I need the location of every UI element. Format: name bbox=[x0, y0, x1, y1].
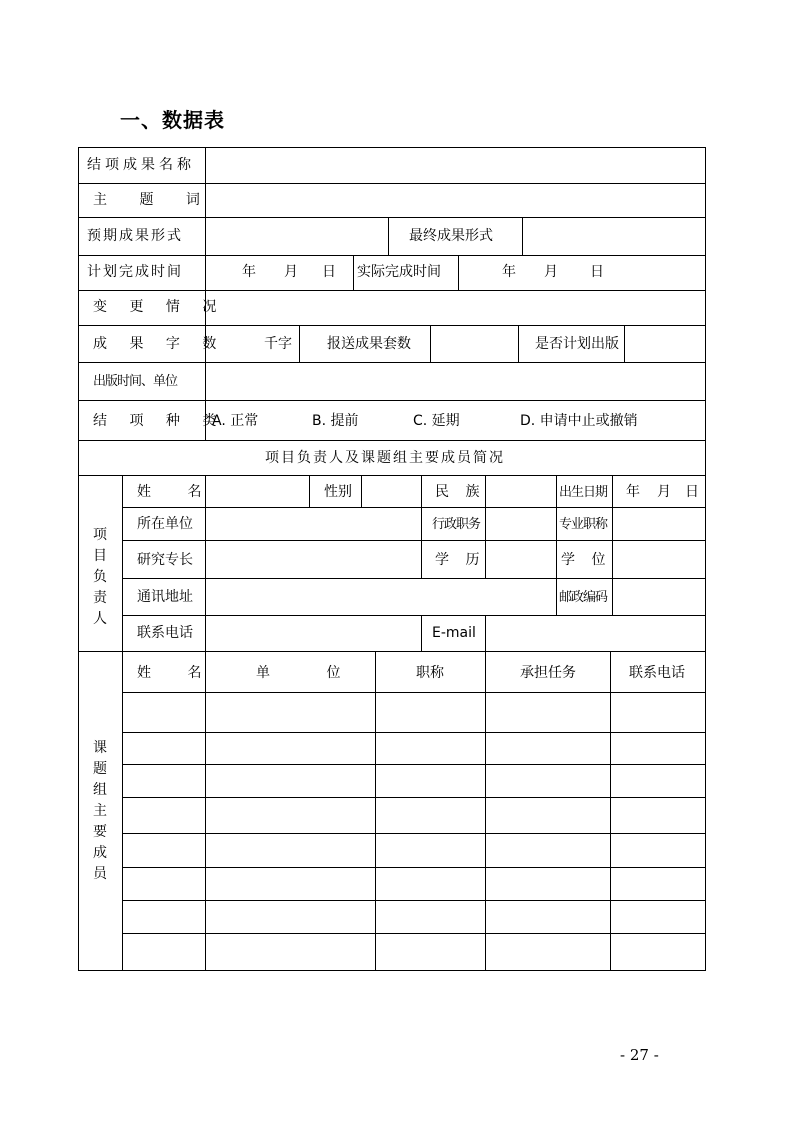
label-type: 结 项 种 类 bbox=[93, 413, 226, 429]
leader-name-field[interactable] bbox=[206, 476, 309, 507]
phone-field[interactable] bbox=[206, 616, 421, 651]
title-label: 专业职称 bbox=[559, 517, 608, 532]
plan-month-label: 月 bbox=[284, 264, 298, 280]
specialty-label: 研究专长 bbox=[137, 552, 193, 568]
publish-info-field[interactable] bbox=[206, 363, 705, 400]
label-expected-form: 预期成果形式 bbox=[87, 228, 183, 244]
specialty-field[interactable] bbox=[206, 541, 421, 578]
ethnic-label: 民 族 bbox=[435, 484, 486, 500]
actual-year-label: 年 bbox=[502, 264, 516, 280]
degree-label: 学 位 bbox=[561, 552, 612, 568]
team-header-task: 承担任务 bbox=[520, 665, 576, 681]
sets-field[interactable] bbox=[431, 326, 518, 362]
org-label: 所在单位 bbox=[137, 516, 193, 532]
birth-year-label: 年 bbox=[626, 484, 640, 500]
label-publish-info: 出版时间、单位 bbox=[93, 374, 178, 389]
label-result-name: 结项成果名称 bbox=[87, 157, 195, 173]
expected-form-field[interactable] bbox=[206, 218, 388, 255]
publish-plan-field[interactable] bbox=[625, 326, 705, 362]
org-field[interactable] bbox=[206, 508, 421, 540]
leader-name-label: 姓 名 bbox=[137, 484, 218, 500]
type-option-terminate[interactable]: D. 申请中止或撤销 bbox=[520, 413, 638, 429]
wordcount-unit: 千字 bbox=[264, 336, 292, 352]
result-name-field[interactable] bbox=[206, 148, 705, 183]
section-heading: 一、数据表 bbox=[120, 108, 225, 132]
label-plan-time: 计划完成时间 bbox=[87, 264, 183, 280]
plan-day-label: 日 bbox=[322, 264, 336, 280]
gender-label: 性别 bbox=[324, 484, 352, 500]
team-header-title: 职称 bbox=[416, 665, 444, 681]
birth-day-label: 日 bbox=[685, 484, 699, 500]
data-table bbox=[78, 147, 706, 971]
postcode-label: 邮政编码 bbox=[559, 590, 608, 605]
team-member-rows[interactable] bbox=[123, 693, 705, 970]
team-section-label: 课题组主要成员 bbox=[93, 740, 107, 882]
type-option-delay[interactable]: C. 延期 bbox=[413, 413, 460, 429]
keywords-field[interactable] bbox=[206, 184, 705, 217]
label-sets: 报送成果套数 bbox=[327, 336, 411, 352]
page-number: - 27 - bbox=[620, 1046, 659, 1064]
email-label: E-mail bbox=[432, 625, 476, 641]
education-label: 学 历 bbox=[435, 552, 486, 568]
actual-month-label: 月 bbox=[544, 264, 558, 280]
birth-month-label: 月 bbox=[657, 484, 671, 500]
label-wordcount: 成 果 字 数 bbox=[93, 336, 226, 352]
leader-section-label: 项目负责人 bbox=[93, 527, 107, 627]
change-field[interactable] bbox=[206, 291, 705, 325]
actual-day-label: 日 bbox=[590, 264, 604, 280]
label-change: 变 更 情 况 bbox=[93, 299, 226, 315]
type-option-early[interactable]: B. 提前 bbox=[312, 413, 359, 429]
team-header-org: 单 位 bbox=[256, 665, 367, 681]
phone-label: 联系电话 bbox=[137, 625, 193, 641]
label-actual-time: 实际完成时间 bbox=[357, 264, 441, 280]
team-header-name: 姓 名 bbox=[137, 665, 218, 681]
plan-year-label: 年 bbox=[242, 264, 256, 280]
address-field[interactable] bbox=[206, 579, 556, 615]
type-option-normal[interactable]: A. 正常 bbox=[212, 413, 259, 429]
email-field[interactable] bbox=[486, 616, 705, 651]
address-label: 通讯地址 bbox=[137, 589, 193, 605]
label-publish-plan: 是否计划出版 bbox=[535, 336, 619, 352]
label-keywords: 主 题 词 bbox=[93, 192, 214, 208]
label-final-form: 最终成果形式 bbox=[409, 228, 493, 244]
final-form-field[interactable] bbox=[523, 218, 705, 255]
team-header-phone: 联系电话 bbox=[629, 665, 685, 681]
members-title: 项目负责人及课题组主要成员简况 bbox=[265, 450, 505, 466]
birth-label: 出生日期 bbox=[559, 485, 608, 500]
admin-label: 行政职务 bbox=[432, 517, 481, 532]
